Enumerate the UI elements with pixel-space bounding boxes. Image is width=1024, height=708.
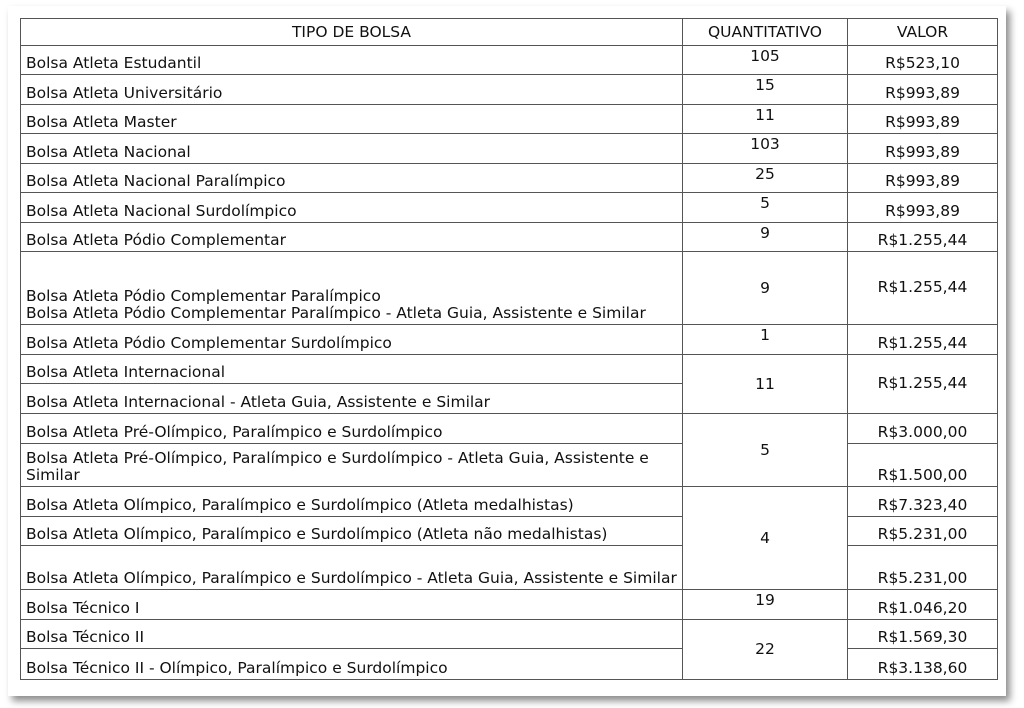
table-row: [21, 75, 998, 105]
table-row: [21, 620, 998, 649]
row-qty: 11: [683, 355, 848, 414]
table-row: [21, 193, 998, 223]
row-valor: R$1.255,44: [848, 252, 998, 325]
row-name: Bolsa Atleta Nacional Surdolímpico: [21, 193, 683, 223]
header-valor: VALOR: [848, 19, 998, 46]
table-row: [21, 444, 998, 487]
row-valor: R$993,89: [848, 193, 998, 223]
table-row: [21, 414, 998, 444]
row-valor: R$993,89: [848, 134, 998, 164]
document-sheet: [8, 6, 1006, 696]
row-name: Bolsa Atleta Pré-Olímpico, Paralímpico e Surdolímpico - Atleta Guia, Assistente e Similar: [21, 444, 683, 487]
row-valor: R$993,89: [848, 105, 998, 134]
row-valor: R$5.231,00: [848, 546, 998, 590]
row-name: Bolsa Atleta Olímpico, Paralímpico e Surdolímpico (Atleta medalhistas): [21, 487, 683, 517]
header-tipo: TIPO DE BOLSA: [21, 19, 683, 46]
row-valor: R$1.255,44: [848, 223, 998, 252]
bolsa-table: [20, 18, 998, 680]
row-valor: R$1.255,44: [848, 355, 998, 414]
row-qty: 4: [683, 487, 848, 590]
table-row: [21, 546, 998, 590]
table-row: [21, 517, 998, 546]
table-row: [21, 134, 998, 164]
table-row: [21, 590, 998, 620]
row-name-line: Bolsa Atleta Pódio Complementar Paralímpico - Atleta Guia, Assistente e Similar: [26, 304, 646, 322]
table-row: [21, 223, 998, 252]
row-valor: R$1.255,44: [848, 325, 998, 355]
row-qty: 25: [683, 164, 848, 193]
table-row: [21, 105, 998, 134]
row-valor: R$1.500,00: [848, 444, 998, 487]
row-name-line: Bolsa Atleta Pódio Complementar Paralímpico: [26, 287, 381, 305]
row-qty: 9: [683, 252, 848, 325]
row-name: Bolsa Atleta Olímpico, Paralímpico e Surdolímpico - Atleta Guia, Assistente e Similar: [21, 546, 683, 590]
table-row: [21, 325, 998, 355]
row-qty: 5: [683, 193, 848, 223]
header-row: [21, 19, 998, 46]
row-name: Bolsa Atleta Pódio Complementar: [21, 223, 683, 252]
row-name: Bolsa Atleta Pódio Complementar Surdolímpico: [21, 325, 683, 355]
table-row: [21, 649, 998, 680]
row-name: Bolsa Atleta Internacional: [21, 355, 683, 384]
row-name: Bolsa Técnico II: [21, 620, 683, 649]
row-valor: R$5.231,00: [848, 517, 998, 546]
row-qty: 9: [683, 223, 848, 252]
row-name: Bolsa Atleta Nacional: [21, 134, 683, 164]
table-row: [21, 487, 998, 517]
row-name: Bolsa Técnico I: [21, 590, 683, 620]
row-name: Bolsa Técnico II - Olímpico, Paralímpico e Surdolímpico: [21, 649, 683, 680]
row-qty: 103: [683, 134, 848, 164]
row-qty: 5: [683, 414, 848, 487]
row-qty: 19: [683, 590, 848, 620]
row-valor: R$993,89: [848, 164, 998, 193]
row-valor: R$993,89: [848, 75, 998, 105]
row-valor: R$1.569,30: [848, 620, 998, 649]
row-name: [21, 252, 683, 325]
row-valor: R$3.000,00: [848, 414, 998, 444]
row-name: Bolsa Atleta Estudantil: [21, 46, 683, 75]
row-valor: R$1.046,20: [848, 590, 998, 620]
table-row: [21, 46, 998, 75]
header-quantitativo: QUANTITATIVO: [683, 19, 848, 46]
row-name: Bolsa Atleta Nacional Paralímpico: [21, 164, 683, 193]
row-name: Bolsa Atleta Olímpico, Paralímpico e Surdolímpico (Atleta não medalhistas): [21, 517, 683, 546]
row-name: Bolsa Atleta Internacional - Atleta Guia, Assistente e Similar: [21, 384, 683, 414]
row-name: Bolsa Atleta Universitário: [21, 75, 683, 105]
row-valor: R$3.138,60: [848, 649, 998, 680]
row-qty: 22: [683, 620, 848, 680]
row-name: Bolsa Atleta Master: [21, 105, 683, 134]
row-qty: 15: [683, 75, 848, 105]
table-row: [21, 252, 998, 325]
row-valor: R$7.323,40: [848, 487, 998, 517]
row-qty: 1: [683, 325, 848, 355]
row-name: Bolsa Atleta Pré-Olímpico, Paralímpico e Surdolímpico: [21, 414, 683, 444]
table-row: [21, 164, 998, 193]
row-valor: R$523,10: [848, 46, 998, 75]
row-qty: 105: [683, 46, 848, 75]
table-row: [21, 355, 998, 384]
row-qty: 11: [683, 105, 848, 134]
